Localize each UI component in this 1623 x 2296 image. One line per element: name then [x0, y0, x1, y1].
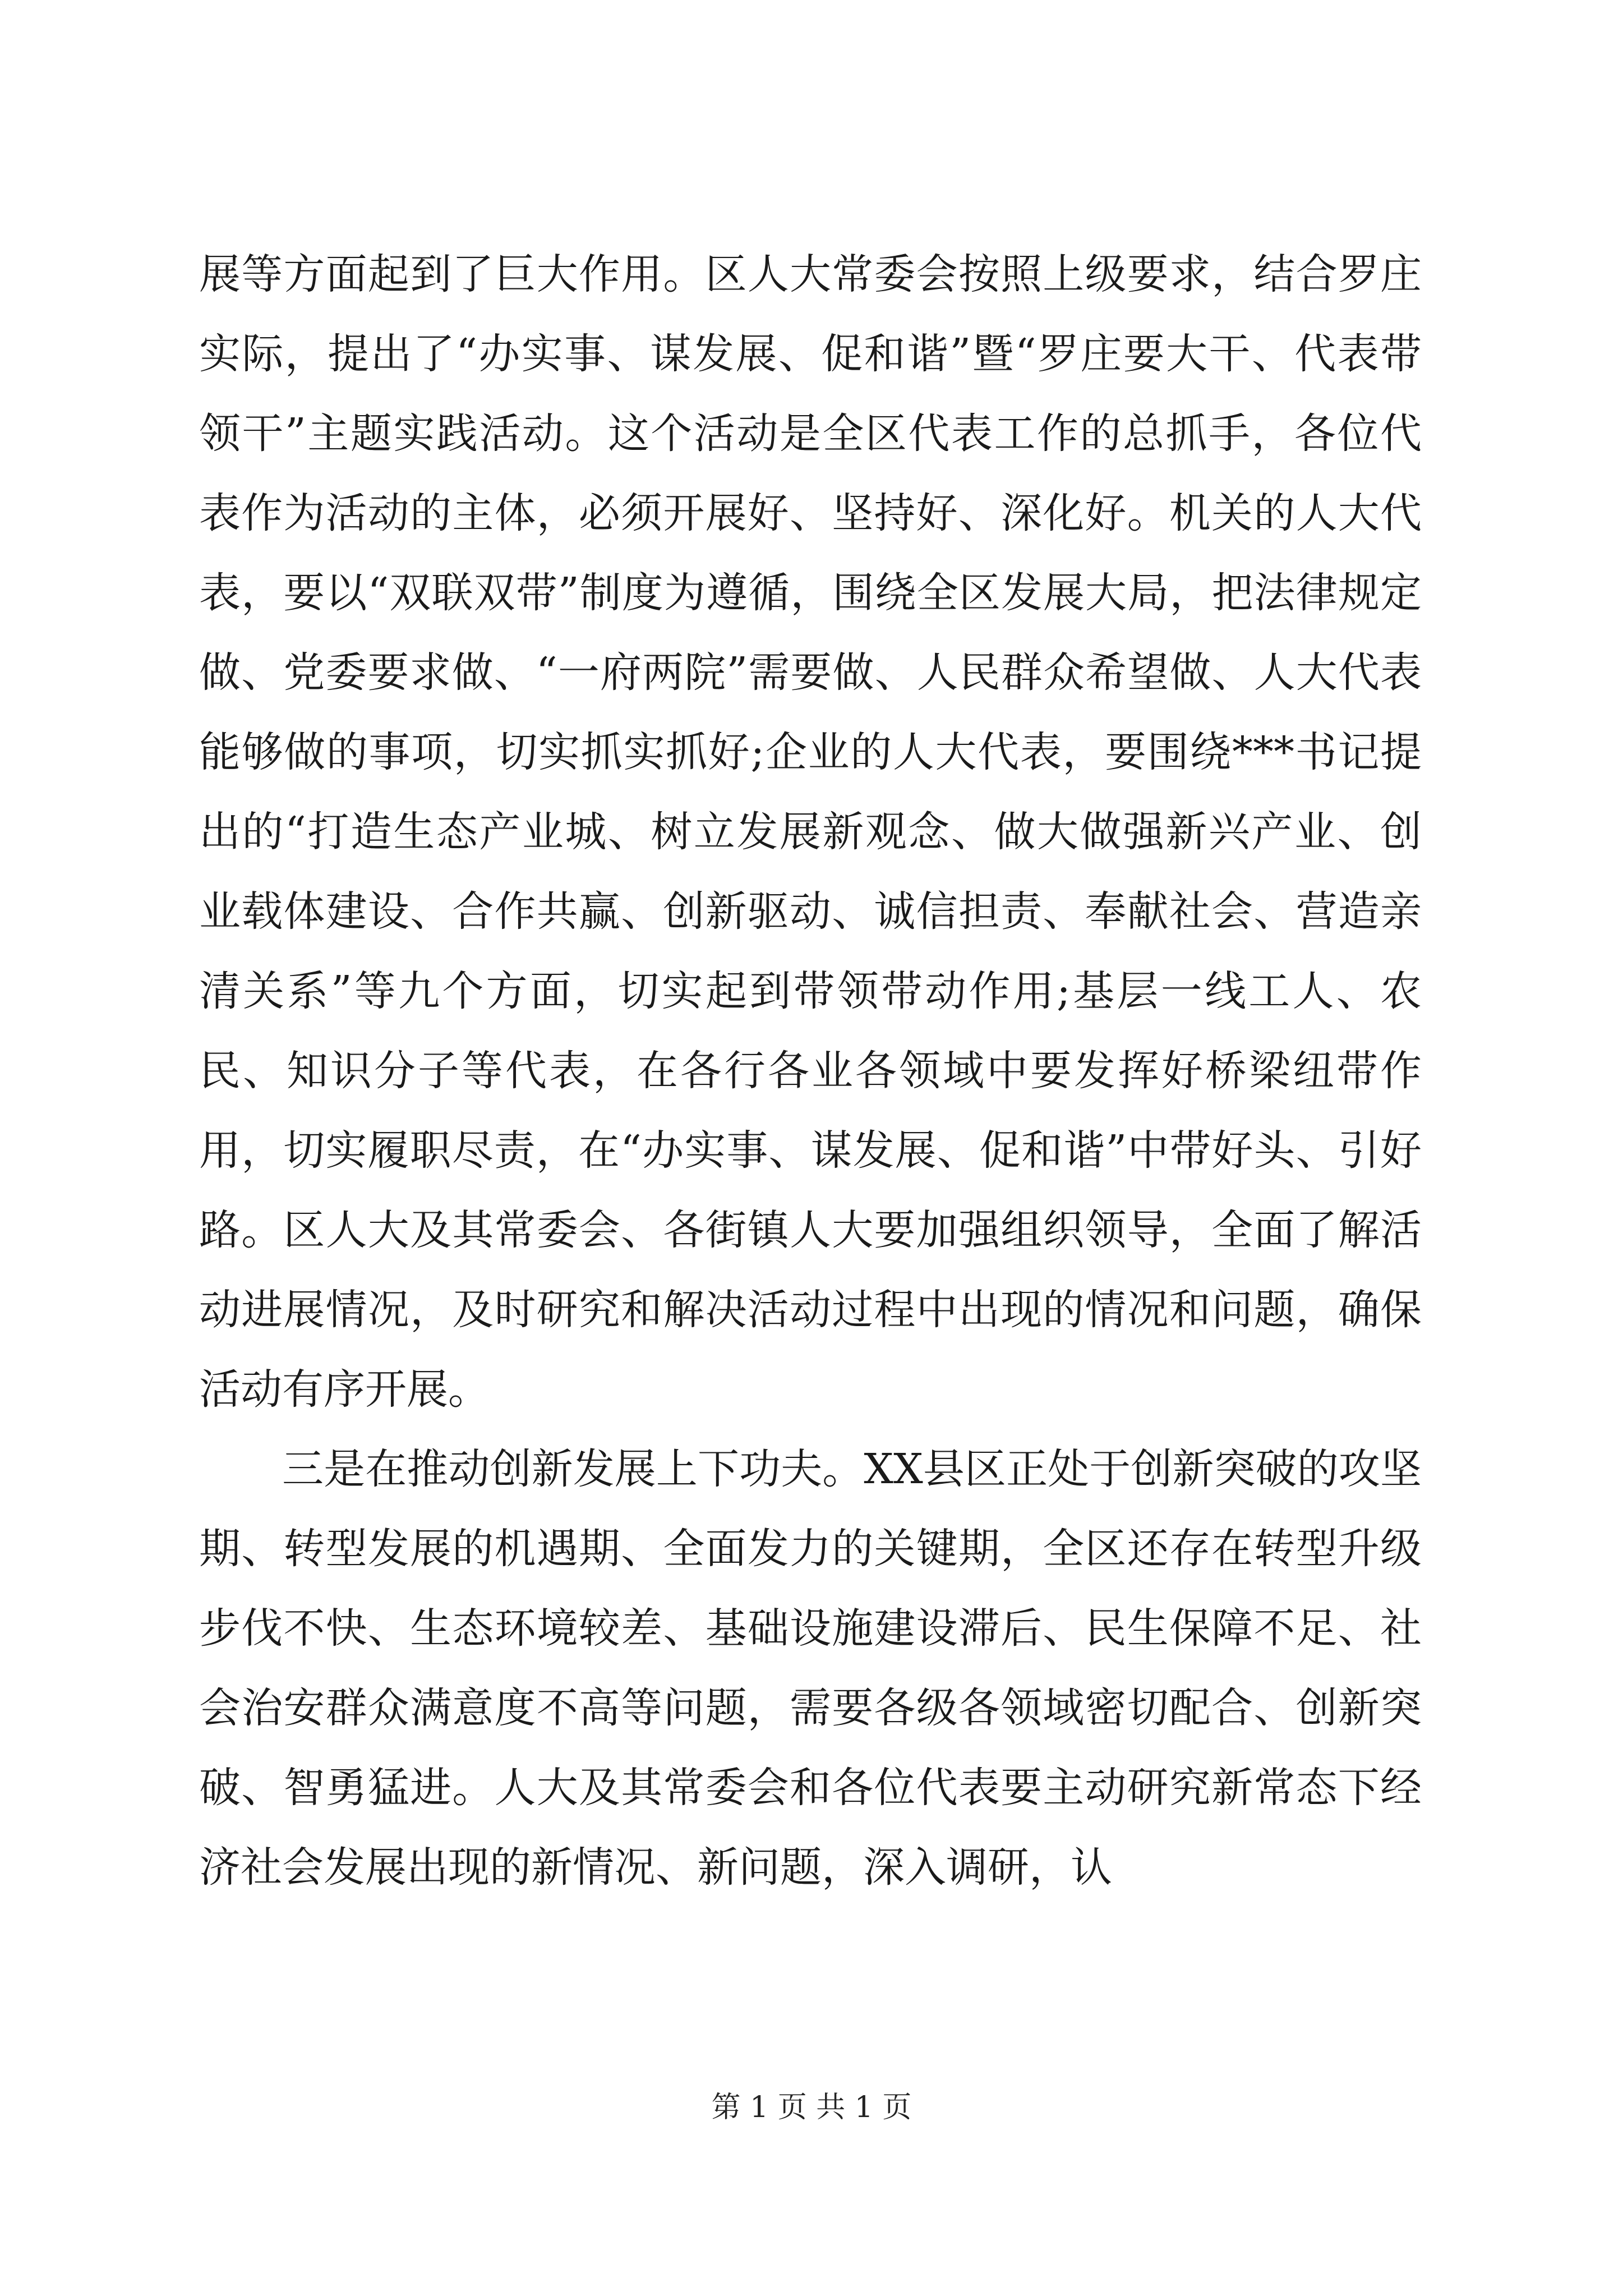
document-body [199, 234, 1422, 1907]
page-footer: 第 1 页 共 1 页 [711, 2091, 912, 2124]
paragraph-continuation: 展等方面起到了巨大作用。区人大常委会按照上级要求，结合罗庄实际，提出了“办实事、谋发展、促和谐”暨“罗庄要大干、代表带领干”主题实践活动。这个活动是全区代表工作的总抓手，各位代表作为活动的主体，必须开展好、坚持好、深化好。机关的人大代表，要以“双联双带”制度为遵循，围绕全区发展大局，把法律规定做、党委要求做、“一府两院”需要做、人民群众希望做、人大代表能够做的事项，切实抓实抓好;企业的人大代表，要围绕***书记提出的“打造生态产业城、树立发展新观念、做大做强新兴产业、创业载体建设、合作共赢、创新驱动、诚信担责、奉献社会、营造亲清关系”等九个方面，切实起到带领带动作用;基层一线工人、农民、知识分子等代表，在各行各业各领域中要发挥好桥梁纽带作用，切实履职尽责，在“办实事、谋发展、促和谐”中带好头、引好路。区人大及其常委会、各街镇人大要加强组织领导，全面了解活动进展情况，及时研究和解决活动过程中出现的情况和问题，确保活动有序开展。 [199, 250, 1422, 1414]
paragraph-innovation: 三是在推动创新发展上下功夫。XX县区正处于创新突破的攻坚期、转型发展的机遇期、全面发力的关键期，全区还存在转型升级步伐不快、生态环境较差、基础设施建设滞后、民生保障不足、社会治安群众满意度不高等问题，需要各级各领域密切配合、创新突破、智勇猛进。人大及其常委会和各位代表要主动研究新常态下经济社会发展出现的新情况、新问题，深入调研，认 [199, 1445, 1422, 1892]
